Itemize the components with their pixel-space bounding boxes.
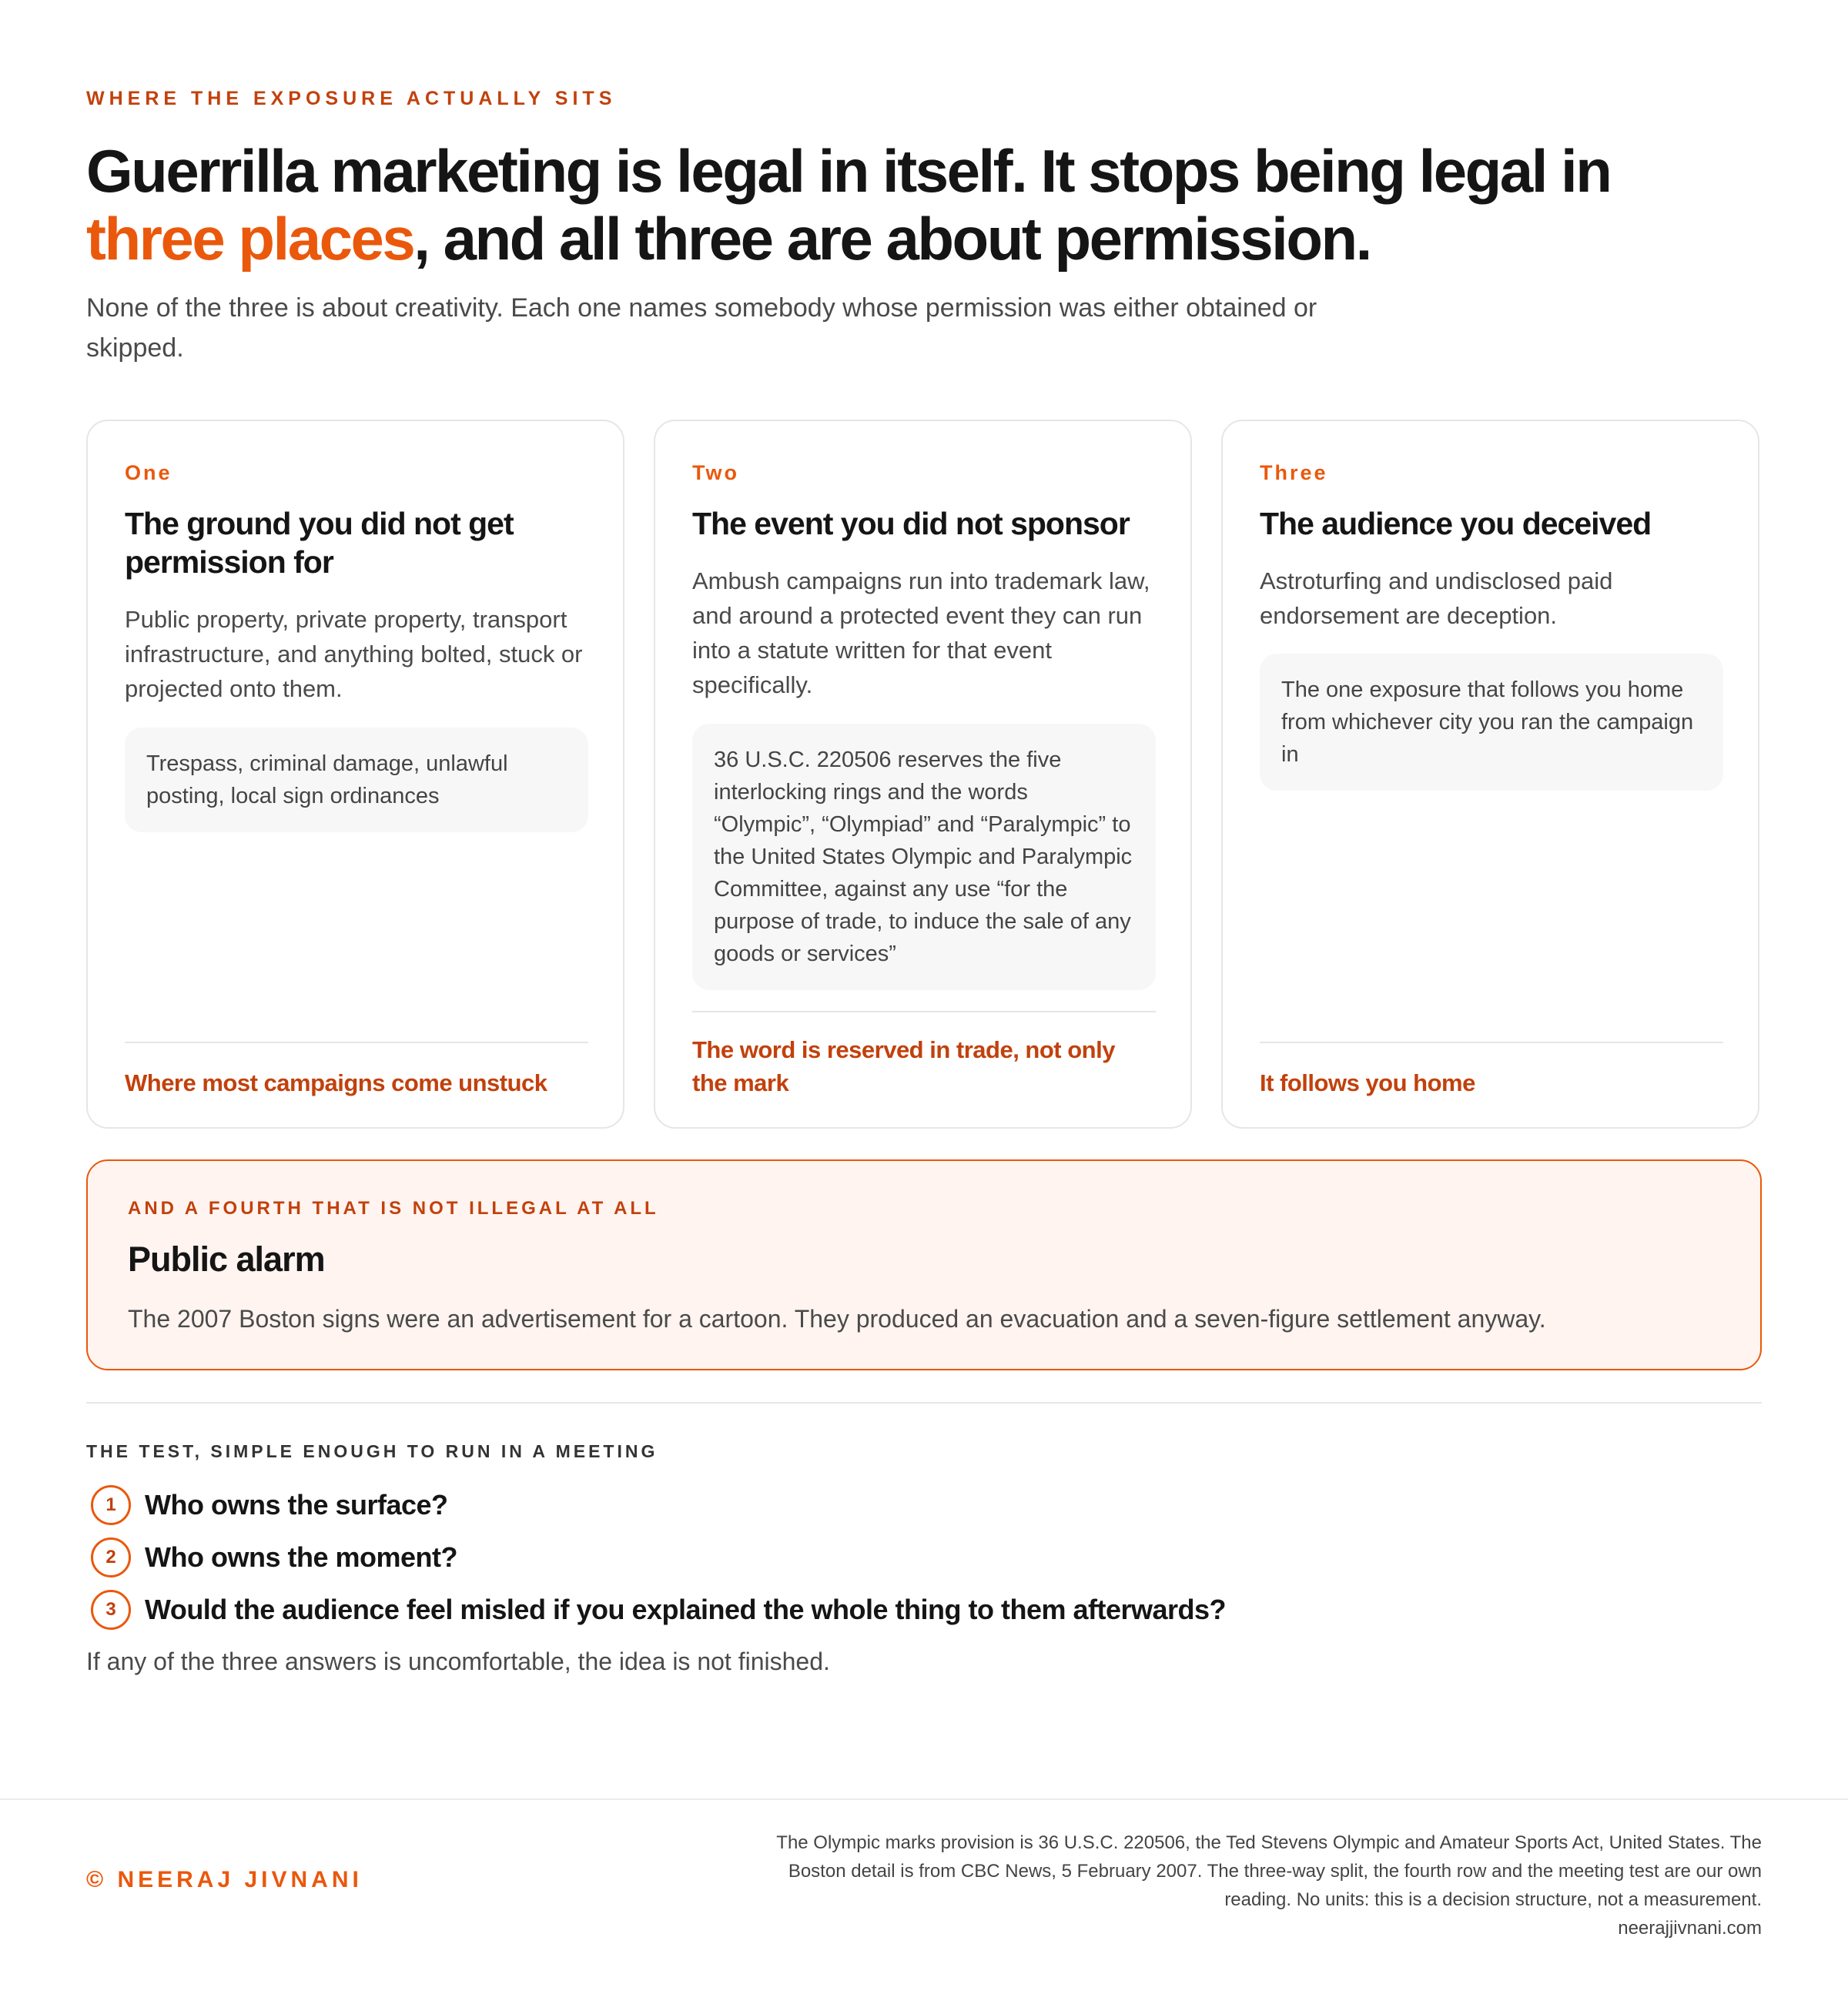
card-footnote: It follows you home [1260,1069,1475,1096]
test-question [91,1537,457,1577]
source-line: Boston detail is from CBC News, 5 February 2007. The three-way split, the fourth row and the meeting test are our own [788,1861,1762,1882]
headline-part2: , and all three are about permission. [413,205,1371,273]
headline-accent: three places [86,205,414,273]
card-note: The one exposure that follows you home from whichever city you ran the campaign in [1260,654,1723,791]
headline [86,137,1762,273]
section-divider [86,1402,1762,1403]
card-divider [692,1011,1156,1012]
question-text: Who owns the surface? [145,1489,448,1521]
card-one [86,420,624,1129]
number-badge: 1 [91,1485,131,1525]
card-divider [1260,1042,1723,1043]
card-three [1221,420,1759,1129]
test-label: THE TEST, SIMPLE ENOUGH TO RUN IN A MEETING [86,1441,658,1461]
card-divider [125,1042,588,1043]
fourth-label: AND A FOURTH THAT IS NOT ILLEGAL AT ALL [128,1198,659,1219]
card-title: The audience you deceived [1260,506,1652,541]
card-title: The ground you did not get permission for [125,506,514,580]
card-number: Two [692,461,739,484]
test-closing: If any of the three answers is uncomfortable, the idea is not finished. [86,1648,830,1675]
test-question [91,1485,448,1525]
source-line: reading. No units: this is a decision structure, not a measurement. [1224,1889,1762,1910]
brand-credit: © NEERAJ JIVNANI [86,1867,363,1892]
fourth-title: Public alarm [128,1240,325,1279]
eyebrow: WHERE THE EXPOSURE ACTUALLY SITS [86,88,617,109]
card-note: Trespass, criminal damage, unlawful posting, local sign ordinances [125,728,588,832]
card-note: 36 U.S.C. 220506 reserves the five interlocking rings and the words “Olympic”, “Olympiad” and “Paralympic” to the United States Olympic and Paralympic Committee, against any use “for the purpose of trade, to induce the sale of any goods or services” [692,724,1156,990]
number-badge: 3 [91,1590,131,1630]
number-badge: 2 [91,1537,131,1577]
card-number: One [125,461,172,484]
test-question [91,1590,1226,1630]
source-line: The Olympic marks provision is 36 U.S.C. 220506, the Ted Stevens Olympic and Amateur Sports Act, United States. The [776,1832,1762,1853]
footer-divider [0,1798,1848,1800]
question-text: Would the audience feel misled if you explained the whole thing to them afterwards? [145,1594,1227,1625]
card-footnote: The word is reserved in trade, not only the mark [692,1036,1115,1096]
card-number: Three [1260,461,1328,484]
source-note [684,1828,1762,1942]
question-text: Who owns the moment? [145,1541,457,1573]
card-body: Astroturfing and undisclosed paid endorsement are deception. [1260,567,1613,629]
fourth-body: The 2007 Boston signs were an advertisement for a cartoon. They produced an evacuation and a seven-figure settlement anyway. [128,1305,1546,1333]
headline-part1: Guerrilla marketing is legal in itself. It stops being legal in [86,137,1611,205]
card-body: Public property, private property, transport infrastructure, and anything bolted, stuck or projected onto them. [125,606,583,702]
card-footnote: Where most campaigns come unstuck [125,1069,547,1096]
fourth-callout [86,1159,1762,1370]
lede: None of the three is about creativity. Each one names somebody whose permission was either obtained or skipped. [86,293,1317,363]
website-link[interactable]: neerajjivnani.com [1618,1918,1762,1939]
card-body: Ambush campaigns run into trademark law, and around a protected event they can run into a statute written for that event specifically. [692,567,1150,698]
card-title: The event you did not sponsor [692,506,1130,541]
card-two [654,420,1192,1129]
